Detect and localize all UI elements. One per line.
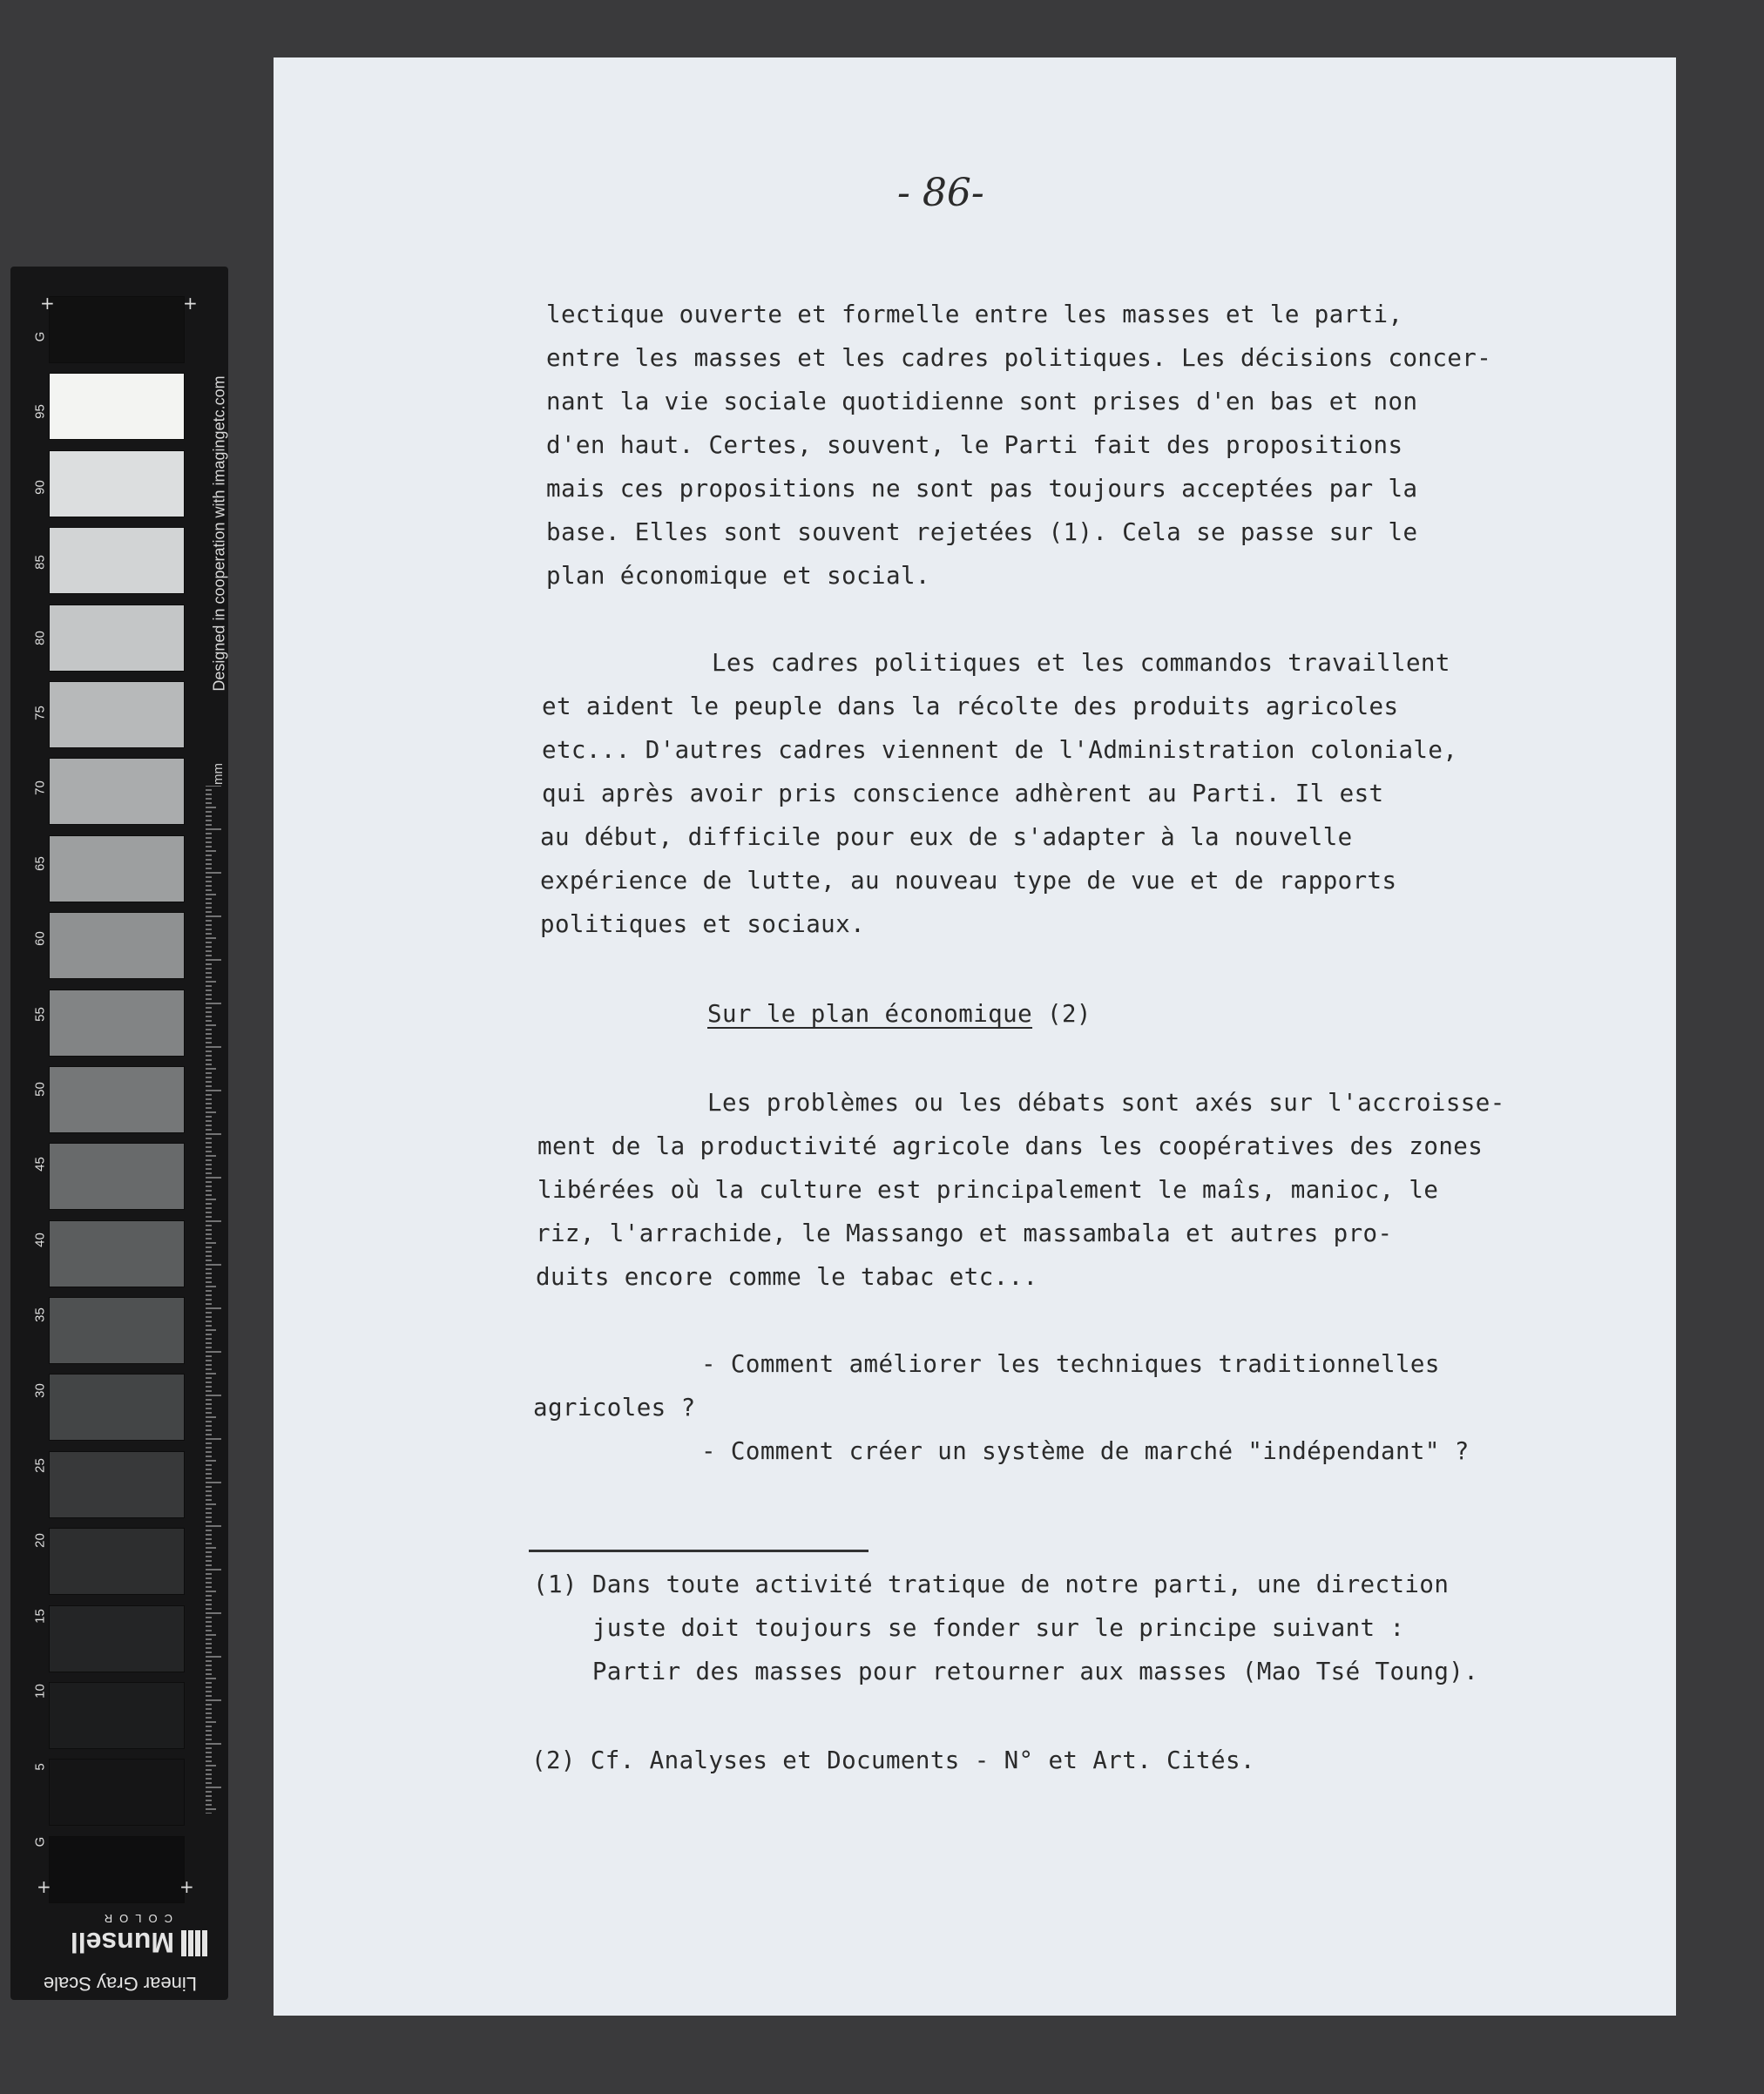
body-line: entre les masses et les cadres politiques. Les décisions concer-	[546, 344, 1492, 372]
section-line: - Comment améliorer les techniques traditionnelles	[701, 1350, 1440, 1378]
gray-patch	[49, 1220, 185, 1287]
body-line: politiques et sociaux.	[540, 910, 866, 938]
gray-patch	[49, 1451, 185, 1518]
gray-patch	[49, 1297, 185, 1364]
patch-tick-label: 55	[32, 1006, 48, 1022]
patch-tick-label: 10	[32, 1684, 48, 1699]
gray-patch	[49, 450, 185, 517]
gray-scale-card	[10, 267, 228, 2000]
body-line: etc... D'autres cadres viennent de l'Administration coloniale,	[542, 736, 1458, 764]
registration-mark-icon: +	[179, 1876, 194, 1897]
body-line: Les cadres politiques et les commandos travaillent	[712, 649, 1450, 677]
gray-patch	[49, 1066, 185, 1133]
section-heading-text: Sur le plan économique	[707, 1000, 1033, 1028]
patch-tick-label: G	[32, 331, 48, 342]
gray-patch	[49, 1605, 185, 1672]
scale-name: Linear Gray Scale	[43, 1973, 197, 1995]
patch-tick-label: G	[32, 1836, 48, 1847]
gray-patch	[49, 373, 185, 440]
section-line: agricoles ?	[533, 1394, 696, 1422]
gray-patch	[49, 681, 185, 748]
body-line: plan économique et social.	[546, 562, 930, 590]
gray-patch	[49, 1759, 185, 1826]
section-heading	[707, 1000, 1092, 1028]
patch-tick-label: 50	[32, 1082, 48, 1097]
brand-name: Munsell	[70, 1927, 174, 1958]
brand-sub: COLOR	[97, 1912, 172, 1925]
patch-tick-label: 60	[32, 931, 48, 947]
mm-ruler	[206, 786, 221, 1814]
body-line: base. Elles sont souvent rejetées (1). Cela se passe sur le	[546, 518, 1418, 546]
body-line: au début, difficile pour eux de s'adapter à la nouvelle	[540, 823, 1353, 851]
gray-patch	[49, 1528, 185, 1595]
gray-patch	[49, 912, 185, 979]
footnote-line: (2) Cf. Analyses et Documents - N° et Art. Cités.	[531, 1746, 1255, 1774]
gray-patches	[49, 296, 185, 1913]
section-heading-note: (2)	[1047, 1000, 1092, 1028]
gray-patch	[49, 296, 185, 363]
patch-tick-label: 70	[32, 780, 48, 796]
patch-tick-label: 5	[32, 1762, 48, 1771]
gray-patch	[49, 835, 185, 902]
section-line: duits encore comme le tabac etc...	[536, 1263, 1038, 1291]
gray-patch	[49, 1682, 185, 1749]
section-line: libérées où la culture est principalement le maîs, manioc, le	[537, 1176, 1439, 1204]
patch-tick-label: 85	[32, 555, 48, 571]
gray-patch	[49, 1143, 185, 1210]
munsell-logo-icon	[181, 1930, 207, 1956]
registration-mark-icon: +	[183, 293, 198, 314]
patch-tick-label: 40	[32, 1232, 48, 1247]
registration-mark-icon: +	[37, 1876, 51, 1897]
body-line: d'en haut. Certes, souvent, le Parti fait des propositions	[546, 431, 1403, 459]
body-line: qui après avoir pris conscience adhèrent au Parti. Il est	[542, 780, 1384, 807]
patch-tick-label: 25	[32, 1458, 48, 1473]
footnote-rule	[529, 1550, 868, 1552]
section-line: - Comment créer un système de marché "indépendant" ?	[701, 1437, 1470, 1465]
patch-tick-label: 45	[32, 1157, 48, 1172]
registration-mark-icon: +	[40, 293, 55, 314]
patch-tick-label: 20	[32, 1533, 48, 1549]
gray-patch	[49, 1374, 185, 1441]
footnote-line: Partir des masses pour retourner aux masses (Mao Tsé Toung).	[533, 1658, 1479, 1685]
patch-tick-label: 90	[32, 479, 48, 495]
gray-patch	[49, 1836, 185, 1903]
page-number: - 86-	[897, 171, 984, 215]
body-line: lectique ouverte et formelle entre les masses et le parti,	[546, 301, 1403, 328]
patch-tick-label: 15	[32, 1608, 48, 1624]
gray-patch	[49, 990, 185, 1057]
section-line: riz, l'arrachide, le Massango et massambala et autres pro-	[536, 1219, 1393, 1247]
footnote-line: juste doit toujours se fonder sur le principe suivant :	[533, 1614, 1405, 1642]
section-line: Les problèmes ou les débats sont axés sur l'accroisse-	[707, 1089, 1505, 1117]
card-credit: Designed in cooperation with imagingetc.com	[210, 375, 228, 692]
patch-tick-label: 80	[32, 630, 48, 645]
brand-block	[33, 1912, 207, 1995]
body-line: et aident le peuple dans la récolte des produits agricoles	[542, 692, 1399, 720]
patch-tick-label: 35	[32, 1307, 48, 1323]
footnote-line: (1) Dans toute activité tratique de notre parti, une direction	[533, 1570, 1450, 1598]
patch-tick-label: 75	[32, 706, 48, 720]
gray-patch	[49, 527, 185, 594]
unit-label: mm	[211, 763, 226, 785]
gray-patch	[49, 758, 185, 825]
body-line: nant la vie sociale quotidienne sont prises d'en bas et non	[546, 388, 1418, 415]
patch-tick-label: 30	[32, 1382, 48, 1398]
patch-tick-label: 65	[32, 855, 48, 871]
body-line: mais ces propositions ne sont pas toujours acceptées par la	[546, 475, 1418, 503]
patch-tick-label: 95	[32, 404, 48, 420]
gray-patch	[49, 605, 185, 672]
body-line: expérience de lutte, au nouveau type de vue et de rapports	[540, 867, 1397, 895]
section-line: ment de la productivité agricole dans les coopératives des zones	[537, 1132, 1484, 1160]
